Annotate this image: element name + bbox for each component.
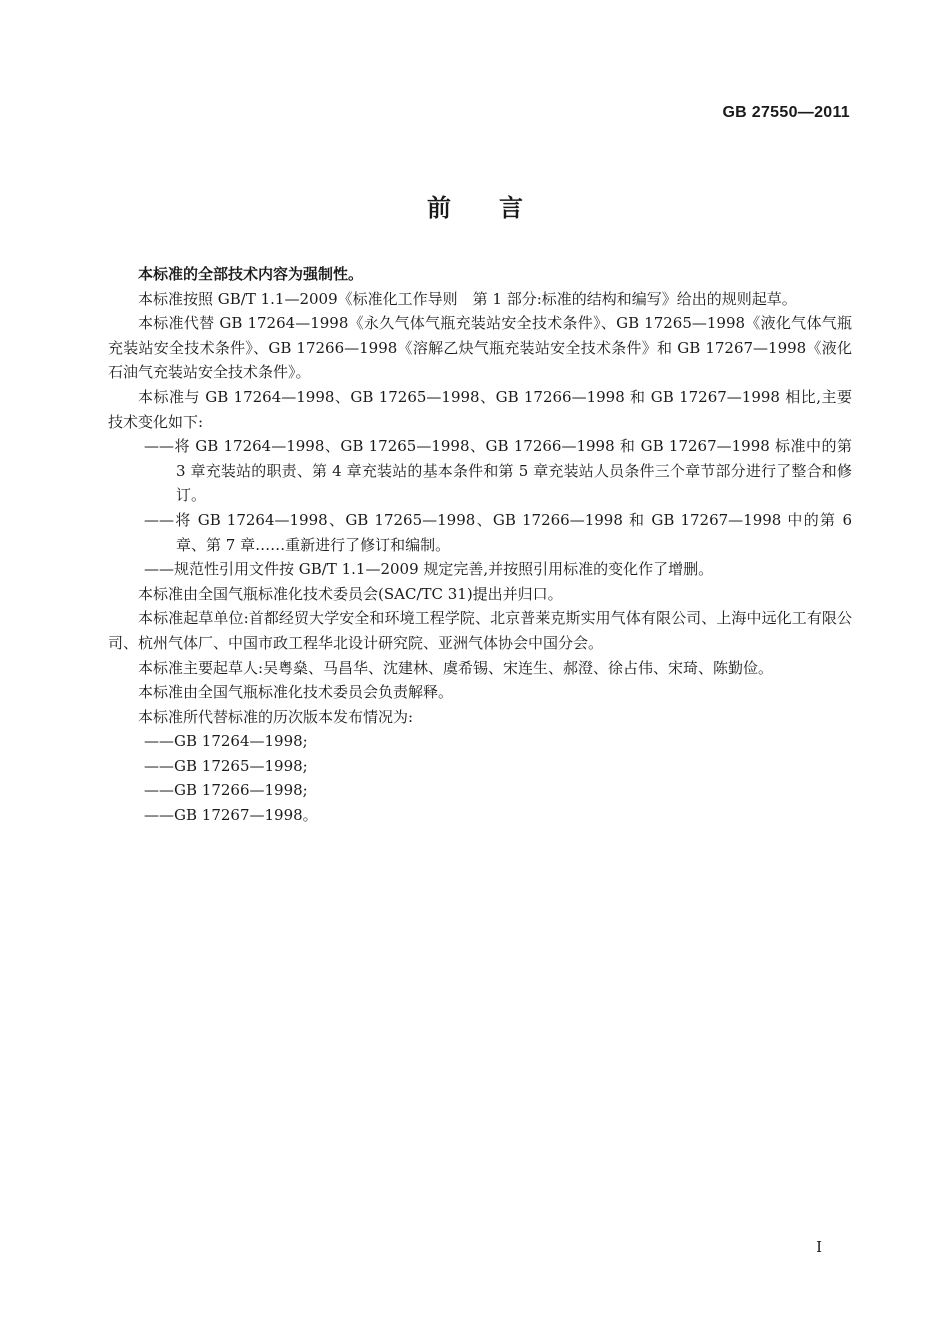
drafting-units-paragraph: 本标准起草单位:首都经贸大学安全和环境工程学院、北京普莱克斯实用气体有限公司、上海中远化工有限公司、杭州气体厂、中国市政工程华北设计研究院、亚洲气体协会中国分会。 [108, 609, 852, 652]
mandatory-statement: 本标准的全部技术内容为强制性。 [138, 265, 364, 283]
history-item: ——GB 17264—1998; [144, 732, 308, 751]
change-item: ——将 GB 17264—1998、GB 17265—1998、GB 17266—1998 和 GB 17267—1998 标准中的第 3 章充装站的职责、第 4 章充装站的基本条件和第 5 章充装站人员条件三个章节部分进行了整合和修订。 [144, 437, 852, 505]
replacement-paragraph: 本标准代替 GB 17264—1998《永久气体气瓶充装站安全技术条件》、GB 17265—1998《液化气体气瓶充装站安全技术条件》、GB 17266—1998《溶解乙炔气瓶充装站安全技术条件》和 GB 17267—1998《液化石油气充装站安全技术条件》。 [108, 314, 852, 382]
standard-number: GB 27550—2011 [722, 104, 850, 121]
proposer-paragraph: 本标准由全国气瓶标准化技术委员会(SAC/TC 31)提出并归口。 [138, 584, 563, 603]
page-title: 前言 [427, 194, 571, 222]
history-intro-paragraph: 本标准所代替标准的历次版本发布情况为: [138, 707, 414, 726]
history-item: ——GB 17265—1998; [144, 756, 308, 775]
preface-body [108, 262, 852, 828]
changes-intro-paragraph: 本标准与 GB 17264—1998、GB 17265—1998、GB 17266—1998 和 GB 17267—1998 相比,主要技术变化如下: [108, 387, 852, 431]
interpretation-paragraph: 本标准由全国气瓶标准化技术委员会负责解释。 [138, 683, 454, 702]
drafting-rules-paragraph: 本标准按照 GB/T 1.1—2009《标准化工作导则 第 1 部分:标准的结构和编写》给出的规则起草。 [138, 289, 797, 308]
history-item: ——GB 17266—1998; [144, 781, 308, 800]
change-item: ——将 GB 17264—1998、GB 17265—1998、GB 17266—1998 和 GB 17267—1998 中的第 6 章、第 7 章……重新进行了修订和编制。 [144, 510, 852, 554]
page-number: I [816, 1238, 822, 1256]
change-item: ——规范性引用文件按 GB/T 1.1—2009 规定完善,并按照引用标准的变化作了增删。 [144, 560, 714, 579]
drafters-paragraph: 本标准主要起草人:吴粤燊、马昌华、沈建林、虞希锡、宋连生、郝澄、徐占伟、宋琦、陈勤俭。 [138, 658, 774, 677]
history-item: ——GB 17267—1998。 [144, 806, 318, 825]
